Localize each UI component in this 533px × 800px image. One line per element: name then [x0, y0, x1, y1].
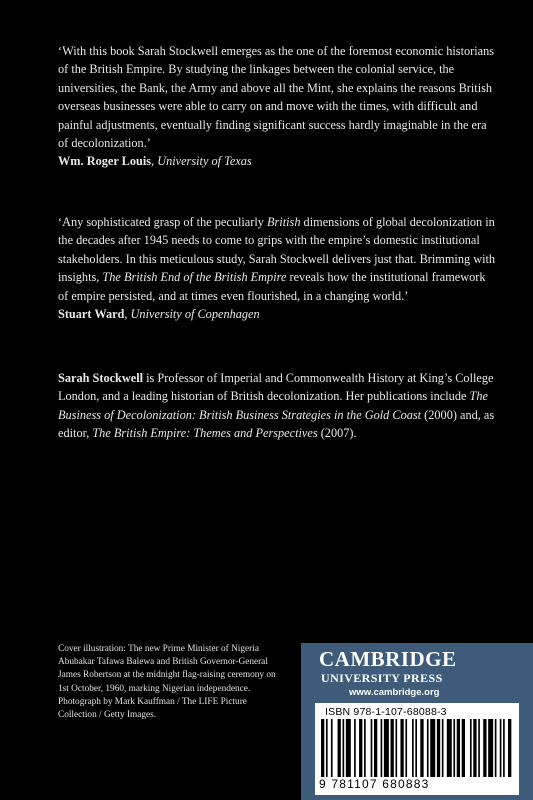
- endorsement-attribution: Wm. Roger Louis, University of Texas: [58, 154, 252, 169]
- endorsement-attribution: Stuart Ward, University of Copenhagen: [58, 307, 260, 322]
- bio-book-title: The Business of Decolonization: British Business Strategies in the Gold Coast: [58, 389, 488, 422]
- author-bio: [58, 369, 498, 443]
- barcode-digits: 9 781107 680883: [319, 777, 430, 791]
- bio-text: (2000) and, as editor,: [58, 407, 495, 441]
- bio-text: is Professor of Imperial and Commonwealth History at King’s College London, and a leading historian of British decolonization. Her publications include: [58, 371, 494, 404]
- endorsement-author: Wm. Roger Louis: [58, 154, 152, 169]
- endorsement-quote: ‘With this book Sarah Stockwell emerges as the one of the foremost economic historians of the British Empire. By studying the linkages between the colonial service, the universities, the Bank, the Army and above all the Mint, she explains the reasons British overseas businesses were able to carry on and move with the times, with difficult and painful adjustments, eventually finding significant success hardly imaginable in the era of decolonization.’: [58, 44, 495, 151]
- publisher-panel: [301, 643, 533, 800]
- endorsement-louis: [58, 42, 498, 171]
- publisher-url: www.cambridge.org: [349, 687, 440, 698]
- quote-text: dimensions of global decolonization in the decades after 1945 needs to come to grips with the empire’s domestic institutional stakeholders. In this meticulous study, Sarah Stockwell delivers just that. Brimming with insights,: [58, 215, 496, 285]
- endorsement-author: Stuart Ward: [58, 307, 125, 322]
- endorsement-quote: [58, 213, 498, 305]
- publisher-logo-subname: UNIVERSITY PRESS: [321, 671, 443, 685]
- cover-illustration-credit: Cover illustration: The new Prime Minister of Nigeria Abubakar Tafawa Balewa and British Governor-General James Robertson at the midnight flag-raising ceremony on 1st October, 1960, marking Nigerian independence. Photograph by Mark Kauffman / The LIFE Picture Collection / Getty Images.: [58, 644, 276, 721]
- barcode-icon: [321, 719, 513, 777]
- barcode-panel: [315, 703, 519, 795]
- isbn-label: ISBN 978-1-107-68088-3: [325, 706, 447, 718]
- endorsement-affiliation: University of Texas: [157, 154, 252, 169]
- bio-book-title: The British Empire: Themes and Perspectives: [92, 426, 318, 441]
- quote-text: ‘Any sophisticated grasp of the peculiarly: [58, 215, 267, 229]
- quote-emphasis: British: [267, 215, 301, 229]
- bio-text: (2007).: [317, 426, 357, 441]
- publisher-logo-name: CAMBRIDGE: [319, 647, 457, 671]
- bio-author-name: Sarah Stockwell: [58, 371, 144, 385]
- book-title: The British End of the British Empire: [102, 270, 287, 285]
- endorsement-ward: [58, 213, 498, 323]
- quote-text: reveals how the institutional framework of empire persisted, and at times even flourished, in a changing world.’: [58, 270, 486, 303]
- endorsement-affiliation: University of Copenhagen: [130, 307, 260, 322]
